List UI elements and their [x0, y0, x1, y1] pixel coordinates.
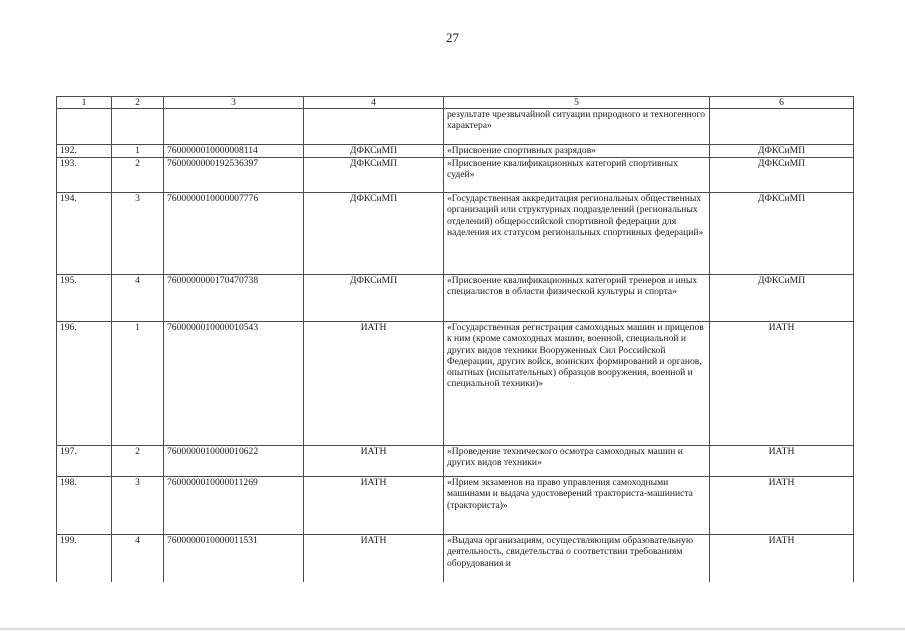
cell-empty	[304, 109, 444, 145]
row-number: 198.	[57, 477, 112, 535]
responsible-agency: ИАТН	[710, 535, 854, 582]
row-index: 4	[112, 275, 164, 322]
service-description: «Государственная регистрация самоходных машин и прицепов к ним (кроме самоходных машин, военной, специальной и других видов техники Вооруженных Сил Российской Федерации, других войск, воинских формирований и органов, опытных (испытательных) образцов вооружения, военной и специальной техники)»	[444, 322, 710, 446]
services-register-table	[56, 96, 854, 582]
cell-empty	[57, 109, 112, 145]
responsible-agency: ДФКСиМП	[710, 193, 854, 275]
row-number: 192.	[57, 145, 112, 158]
column-header: 2	[112, 97, 164, 109]
cell-empty	[710, 109, 854, 145]
row-index: 3	[112, 193, 164, 275]
row-number: 199.	[57, 535, 112, 582]
table-row	[57, 535, 854, 582]
table-header-row	[57, 97, 854, 109]
service-code: 7600000010000011269	[164, 477, 304, 535]
row-number: 196.	[57, 322, 112, 446]
table-row	[57, 446, 854, 477]
service-description: «Выдача организациям, осуществляющим образовательную деятельность, свидетельства о соответствии требованиям оборудования и	[444, 535, 710, 582]
responsible-agency: ИАТН	[710, 446, 854, 477]
table-row	[57, 477, 854, 535]
responsible-agency: ИАТН	[710, 477, 854, 535]
service-description: «Присвоение квалификационных категорий спортивных судей»	[444, 158, 710, 193]
row-number: 193.	[57, 158, 112, 193]
row-index: 2	[112, 446, 164, 477]
row-number: 197.	[57, 446, 112, 477]
table-row	[57, 322, 854, 446]
service-description: «Прием экзаменов на право управления самоходными машинами и выдача удостоверений тракториста-машиниста (тракториста)»	[444, 477, 710, 535]
table-row-continuation	[57, 109, 854, 145]
service-description: «Присвоение квалификационных категорий тренеров и иных специалистов в области физической культуры и спорта»	[444, 275, 710, 322]
row-index: 4	[112, 535, 164, 582]
row-index: 1	[112, 145, 164, 158]
service-description: результате чрезвычайной ситуации природного и техногенного характера»	[444, 109, 710, 145]
column-header: 5	[444, 97, 710, 109]
agency-name: ИАТН	[304, 535, 444, 582]
service-code: 7600000010000007776	[164, 193, 304, 275]
table-row	[57, 193, 854, 275]
column-header: 6	[710, 97, 854, 109]
agency-name: ИАТН	[304, 477, 444, 535]
page-number: 27	[446, 30, 459, 45]
row-index: 1	[112, 322, 164, 446]
row-index: 3	[112, 477, 164, 535]
agency-name: ДФКСиМП	[304, 145, 444, 158]
agency-name: ДФКСиМП	[304, 275, 444, 322]
cell-empty	[112, 109, 164, 145]
column-header: 1	[57, 97, 112, 109]
agency-name: ИАТН	[304, 322, 444, 446]
table-row	[57, 275, 854, 322]
responsible-agency: ДФКСиМП	[710, 145, 854, 158]
column-header: 3	[164, 97, 304, 109]
column-header: 4	[304, 97, 444, 109]
responsible-agency: ИАТН	[710, 322, 854, 446]
scan-edge-divider	[0, 627, 905, 631]
service-code: 7600000000170470738	[164, 275, 304, 322]
service-description: «Присвоение спортивных разрядов»	[444, 145, 710, 158]
row-number: 194.	[57, 193, 112, 275]
service-code: 7600000010000010622	[164, 446, 304, 477]
agency-name: ИАТН	[304, 446, 444, 477]
service-code: 7600000010000010543	[164, 322, 304, 446]
row-number: 195.	[57, 275, 112, 322]
responsible-agency: ДФКСиМП	[710, 275, 854, 322]
service-code: 7600000010000008114	[164, 145, 304, 158]
agency-name: ДФКСиМП	[304, 193, 444, 275]
row-index: 2	[112, 158, 164, 193]
cell-empty	[164, 109, 304, 145]
responsible-agency: ДФКСиМП	[710, 158, 854, 193]
agency-name: ДФКСиМП	[304, 158, 444, 193]
service-description: «Государственная аккредитация региональных общественных организаций или структурных подразделений (региональных отделений) общероссийской спортивной федерации для наделения их статусом региональных спортивных федераций»	[444, 193, 710, 275]
table-row	[57, 158, 854, 193]
service-code: 7600000010000011531	[164, 535, 304, 582]
service-code: 7600000000192536397	[164, 158, 304, 193]
table-row	[57, 145, 854, 158]
service-description: «Проведение технического осмотра самоходных машин и других видов техники»	[444, 446, 710, 477]
